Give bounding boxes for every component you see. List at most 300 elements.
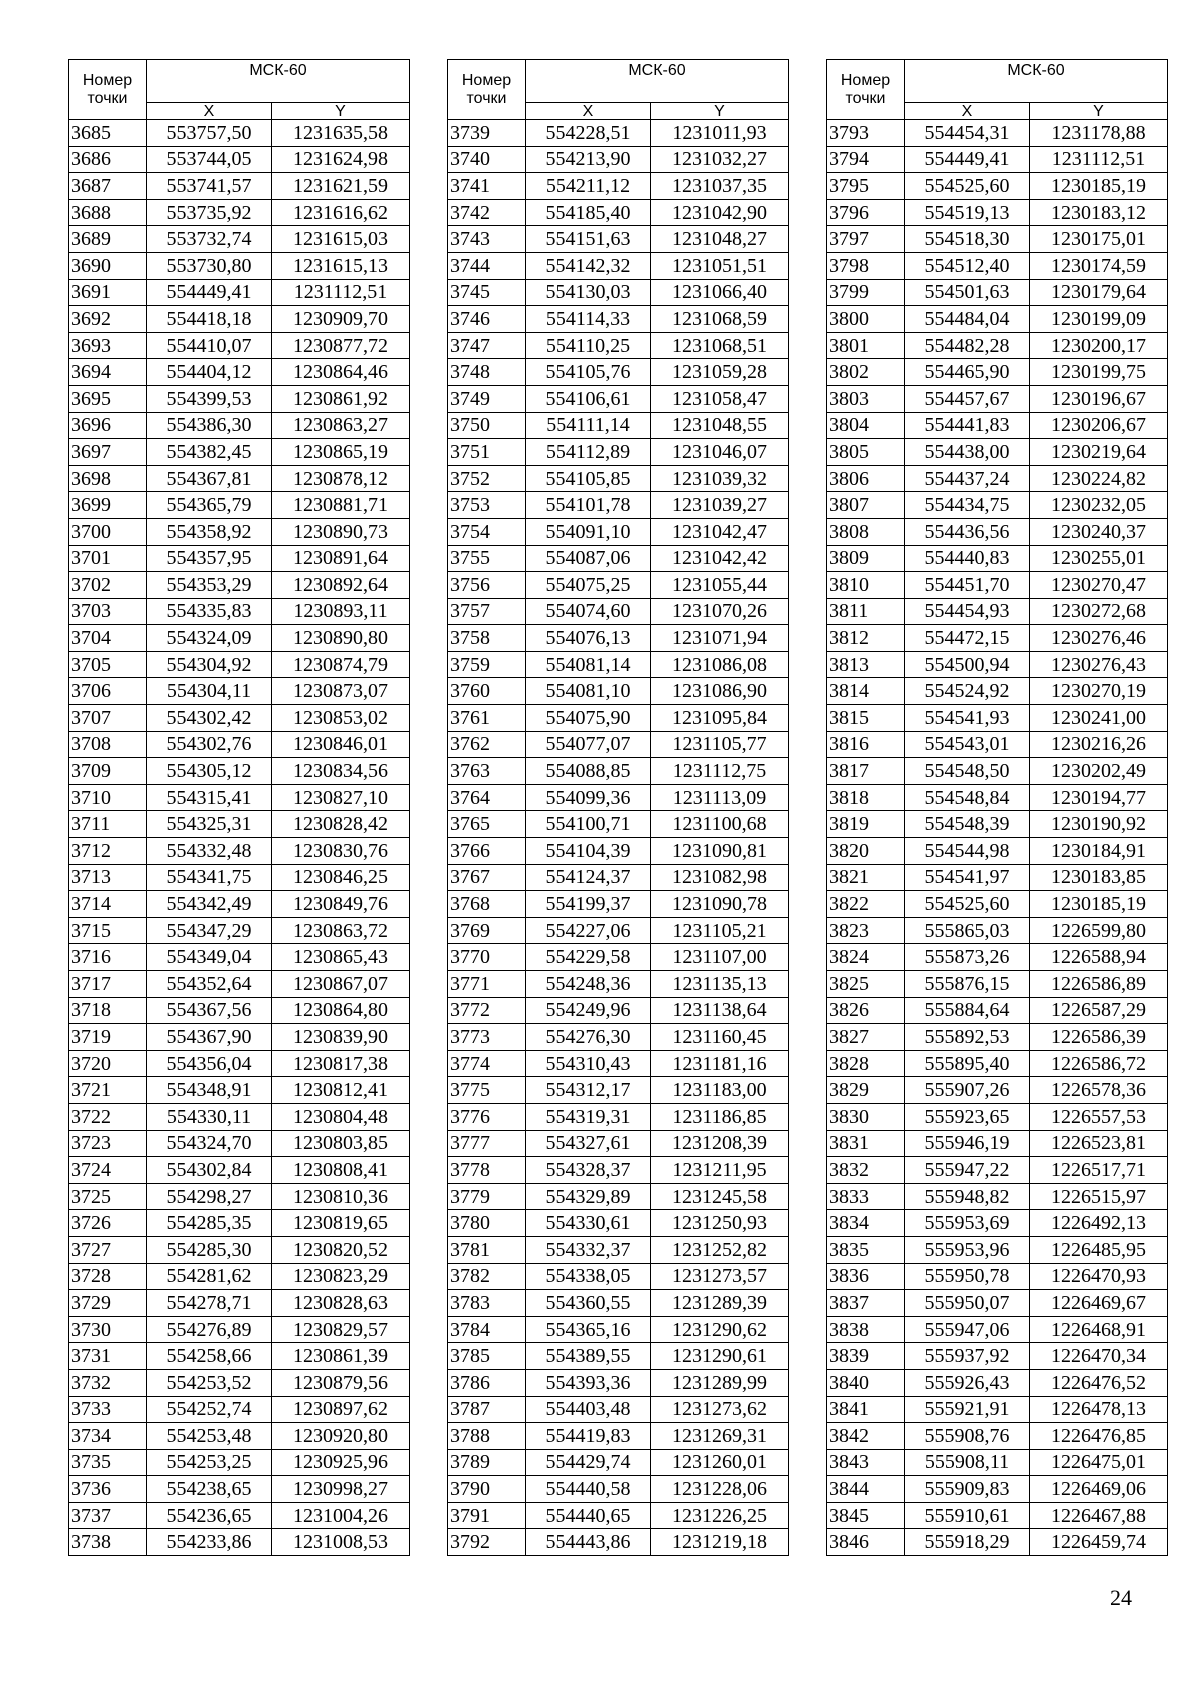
- x-coordinate-cell: 554199,37: [526, 891, 651, 918]
- point-number-cell: 3691: [69, 279, 147, 306]
- y-coordinate-cell: 1231252,82: [651, 1236, 789, 1263]
- table-row: [448, 199, 789, 226]
- y-coordinate-cell: 1231042,90: [651, 199, 789, 226]
- point-number-cell: 3796: [827, 199, 905, 226]
- y-coordinate-cell: 1230183,85: [1030, 864, 1168, 891]
- table-row: [827, 625, 1168, 652]
- x-coordinate-cell: 554393,36: [526, 1369, 651, 1396]
- y-coordinate-cell: 1231059,28: [651, 359, 789, 386]
- point-number-cell: 3726: [69, 1210, 147, 1237]
- table-row: [69, 1423, 410, 1450]
- x-coordinate-cell: 555909,83: [905, 1476, 1030, 1503]
- x-coordinate-cell: 555948,82: [905, 1183, 1030, 1210]
- point-number-cell: 3734: [69, 1423, 147, 1450]
- x-coordinate-cell: 555926,43: [905, 1369, 1030, 1396]
- x-coordinate-cell: 554341,75: [147, 864, 272, 891]
- x-coordinate-cell: 554302,42: [147, 705, 272, 732]
- x-coordinate-cell: 555937,92: [905, 1343, 1030, 1370]
- coord-system-header: МСК-60: [147, 60, 410, 103]
- table-row: [827, 1369, 1168, 1396]
- table-row: [69, 306, 410, 333]
- table-row: [448, 1396, 789, 1423]
- point-number-cell: 3811: [827, 598, 905, 625]
- table-row: [69, 811, 410, 838]
- table-row: [69, 518, 410, 545]
- y-coordinate-cell: 1226485,95: [1030, 1236, 1168, 1263]
- y-coordinate-cell: 1231068,59: [651, 306, 789, 333]
- point-number-cell: 3766: [448, 838, 526, 865]
- point-number-cell: 3735: [69, 1449, 147, 1476]
- x-coordinate-cell: 554482,28: [905, 332, 1030, 359]
- x-coordinate-cell: 555865,03: [905, 917, 1030, 944]
- x-coordinate-cell: 555895,40: [905, 1050, 1030, 1077]
- x-coordinate-cell: 554081,10: [526, 678, 651, 705]
- table-row: [448, 1529, 789, 1556]
- point-number-cell: 3767: [448, 864, 526, 891]
- point-number-cell: 3828: [827, 1050, 905, 1077]
- point-number-cell: 3736: [69, 1476, 147, 1503]
- table-row: [448, 678, 789, 705]
- y-coordinate-cell: 1230827,10: [272, 784, 410, 811]
- y-coordinate-cell: 1231105,77: [651, 731, 789, 758]
- point-number-cell: 3827: [827, 1024, 905, 1051]
- table-row: [69, 1263, 410, 1290]
- y-coordinate-cell: 1226459,74: [1030, 1529, 1168, 1556]
- point-number-cell: 3709: [69, 758, 147, 785]
- table-row: [448, 252, 789, 279]
- y-coordinate-cell: 1231183,00: [651, 1077, 789, 1104]
- point-number-cell: 3711: [69, 811, 147, 838]
- point-number-cell: 3764: [448, 784, 526, 811]
- y-coordinate-cell: 1231273,57: [651, 1263, 789, 1290]
- point-number-cell: 3723: [69, 1130, 147, 1157]
- point-number-header: Номер точки: [827, 60, 905, 120]
- x-coordinate-cell: 554419,83: [526, 1423, 651, 1450]
- y-coordinate-cell: 1226469,06: [1030, 1476, 1168, 1503]
- table-row: [827, 545, 1168, 572]
- y-coordinate-cell: 1231107,00: [651, 944, 789, 971]
- x-coordinate-cell: 554253,52: [147, 1369, 272, 1396]
- point-number-cell: 3724: [69, 1157, 147, 1184]
- point-number-cell: 3760: [448, 678, 526, 705]
- x-coordinate-cell: 554075,90: [526, 705, 651, 732]
- y-coordinate-cell: 1226515,97: [1030, 1183, 1168, 1210]
- table-row: [448, 412, 789, 439]
- point-number-cell: 3782: [448, 1263, 526, 1290]
- y-coordinate-cell: 1231621,59: [272, 173, 410, 200]
- point-number-cell: 3844: [827, 1476, 905, 1503]
- y-coordinate-cell: 1226586,39: [1030, 1024, 1168, 1051]
- table-row: [827, 811, 1168, 838]
- y-header: Y: [1030, 103, 1168, 120]
- y-coordinate-cell: 1226599,80: [1030, 917, 1168, 944]
- x-coordinate-cell: 555950,07: [905, 1290, 1030, 1317]
- y-coordinate-cell: 1231635,58: [272, 120, 410, 147]
- x-coordinate-cell: 554276,89: [147, 1316, 272, 1343]
- x-coordinate-cell: 554315,41: [147, 784, 272, 811]
- point-number-cell: 3841: [827, 1396, 905, 1423]
- x-coordinate-cell: 554360,55: [526, 1290, 651, 1317]
- table-row: [448, 1423, 789, 1450]
- x-coordinate-cell: 555876,15: [905, 971, 1030, 998]
- point-number-cell: 3823: [827, 917, 905, 944]
- point-number-cell: 3686: [69, 146, 147, 173]
- x-coordinate-cell: 554367,81: [147, 465, 272, 492]
- y-coordinate-cell: 1231090,78: [651, 891, 789, 918]
- y-coordinate-cell: 1230270,19: [1030, 678, 1168, 705]
- x-coordinate-cell: 554112,89: [526, 439, 651, 466]
- x-coordinate-cell: 554338,05: [526, 1263, 651, 1290]
- y-coordinate-cell: 1230828,63: [272, 1290, 410, 1317]
- point-number-cell: 3769: [448, 917, 526, 944]
- x-coordinate-cell: 554358,92: [147, 518, 272, 545]
- y-coordinate-cell: 1231086,90: [651, 678, 789, 705]
- y-coordinate-cell: 1231095,84: [651, 705, 789, 732]
- coordinates-table-3: [826, 59, 1168, 1556]
- table-row: [448, 758, 789, 785]
- point-number-cell: 3748: [448, 359, 526, 386]
- y-coordinate-cell: 1230803,85: [272, 1130, 410, 1157]
- point-number-cell: 3818: [827, 784, 905, 811]
- point-number-cell: 3774: [448, 1050, 526, 1077]
- table-row: [448, 385, 789, 412]
- point-number-cell: 3754: [448, 518, 526, 545]
- x-coordinate-cell: 554151,63: [526, 226, 651, 253]
- table-row: [827, 838, 1168, 865]
- table-row: [69, 678, 410, 705]
- table-row: [448, 572, 789, 599]
- x-coordinate-cell: 554548,84: [905, 784, 1030, 811]
- x-coordinate-cell: 554106,61: [526, 385, 651, 412]
- x-coordinate-cell: 554548,39: [905, 811, 1030, 838]
- point-number-cell: 3746: [448, 306, 526, 333]
- x-coordinate-cell: 554105,85: [526, 465, 651, 492]
- y-coordinate-cell: 1230828,42: [272, 811, 410, 838]
- table-row: [827, 1050, 1168, 1077]
- y-coordinate-cell: 1230864,46: [272, 359, 410, 386]
- x-header: X: [526, 103, 651, 120]
- x-coordinate-cell: 554418,18: [147, 306, 272, 333]
- y-coordinate-cell: 1230891,64: [272, 545, 410, 572]
- point-number-cell: 3845: [827, 1502, 905, 1529]
- point-number-cell: 3693: [69, 332, 147, 359]
- y-coordinate-cell: 1231178,88: [1030, 120, 1168, 147]
- point-number-cell: 3740: [448, 146, 526, 173]
- y-coordinate-cell: 1230925,96: [272, 1449, 410, 1476]
- table-row: [448, 465, 789, 492]
- x-coordinate-cell: 554335,83: [147, 598, 272, 625]
- x-coordinate-cell: 554365,79: [147, 492, 272, 519]
- table-row: [69, 944, 410, 971]
- y-coordinate-cell: 1226478,13: [1030, 1396, 1168, 1423]
- x-coordinate-cell: 554324,70: [147, 1130, 272, 1157]
- y-coordinate-cell: 1231208,39: [651, 1130, 789, 1157]
- point-number-header: Номер точки: [448, 60, 526, 120]
- table-row: [69, 1369, 410, 1396]
- x-coordinate-cell: 554228,51: [526, 120, 651, 147]
- point-number-cell: 3797: [827, 226, 905, 253]
- point-number-cell: 3799: [827, 279, 905, 306]
- point-number-cell: 3810: [827, 572, 905, 599]
- table-row: [69, 1024, 410, 1051]
- x-coordinate-cell: 554229,58: [526, 944, 651, 971]
- table-row: [448, 518, 789, 545]
- y-coordinate-cell: 1230863,72: [272, 917, 410, 944]
- y-coordinate-cell: 1230812,41: [272, 1077, 410, 1104]
- table-row: [827, 173, 1168, 200]
- table-row: [448, 997, 789, 1024]
- x-coordinate-cell: 554185,40: [526, 199, 651, 226]
- point-number-cell: 3730: [69, 1316, 147, 1343]
- y-coordinate-cell: 1230834,56: [272, 758, 410, 785]
- table-row: [69, 1396, 410, 1423]
- x-coordinate-cell: 554410,07: [147, 332, 272, 359]
- y-coordinate-cell: 1230865,19: [272, 439, 410, 466]
- table-row: [827, 1476, 1168, 1503]
- point-number-cell: 3834: [827, 1210, 905, 1237]
- point-number-cell: 3689: [69, 226, 147, 253]
- y-coordinate-cell: 1230829,57: [272, 1316, 410, 1343]
- y-coordinate-cell: 1230867,07: [272, 971, 410, 998]
- y-coordinate-cell: 1230272,68: [1030, 598, 1168, 625]
- point-number-cell: 3700: [69, 518, 147, 545]
- y-coordinate-cell: 1230817,38: [272, 1050, 410, 1077]
- point-number-cell: 3786: [448, 1369, 526, 1396]
- point-number-cell: 3731: [69, 1343, 147, 1370]
- table-row: [827, 385, 1168, 412]
- x-coordinate-cell: 554130,03: [526, 279, 651, 306]
- y-coordinate-cell: 1230819,65: [272, 1210, 410, 1237]
- y-coordinate-cell: 1230879,56: [272, 1369, 410, 1396]
- table-row: [827, 917, 1168, 944]
- table-row: [448, 864, 789, 891]
- y-coordinate-cell: 1231082,98: [651, 864, 789, 891]
- x-coordinate-cell: 554252,74: [147, 1396, 272, 1423]
- x-coordinate-cell: 554114,33: [526, 306, 651, 333]
- x-coordinate-cell: 554367,90: [147, 1024, 272, 1051]
- x-coordinate-cell: 554101,78: [526, 492, 651, 519]
- y-coordinate-cell: 1231269,31: [651, 1423, 789, 1450]
- y-coordinate-cell: 1231273,62: [651, 1396, 789, 1423]
- x-coordinate-cell: 555908,11: [905, 1449, 1030, 1476]
- table-row: [69, 439, 410, 466]
- point-number-cell: 3840: [827, 1369, 905, 1396]
- x-coordinate-cell: 554548,50: [905, 758, 1030, 785]
- table-row: [69, 332, 410, 359]
- x-coordinate-cell: 554525,60: [905, 173, 1030, 200]
- table-row: [827, 598, 1168, 625]
- x-coordinate-cell: 553732,74: [147, 226, 272, 253]
- table-row: [827, 492, 1168, 519]
- y-coordinate-cell: 1231112,51: [272, 279, 410, 306]
- table-row: [827, 758, 1168, 785]
- y-coordinate-cell: 1226468,91: [1030, 1316, 1168, 1343]
- x-coordinate-cell: 554077,07: [526, 731, 651, 758]
- y-coordinate-cell: 1226586,72: [1030, 1050, 1168, 1077]
- point-number-cell: 3718: [69, 997, 147, 1024]
- point-number-cell: 3737: [69, 1502, 147, 1529]
- y-coordinate-cell: 1230804,48: [272, 1103, 410, 1130]
- point-number-cell: 3789: [448, 1449, 526, 1476]
- table-row: [448, 1183, 789, 1210]
- x-coordinate-cell: 554449,41: [147, 279, 272, 306]
- x-coordinate-cell: 554304,11: [147, 678, 272, 705]
- y-coordinate-cell: 1230909,70: [272, 306, 410, 333]
- y-coordinate-cell: 1231068,51: [651, 332, 789, 359]
- point-number-cell: 3780: [448, 1210, 526, 1237]
- y-coordinate-cell: 1231086,08: [651, 651, 789, 678]
- point-number-cell: 3707: [69, 705, 147, 732]
- table-row: [448, 705, 789, 732]
- y-coordinate-cell: 1231219,18: [651, 1529, 789, 1556]
- x-coordinate-cell: 554544,98: [905, 838, 1030, 865]
- x-coordinate-cell: 555953,69: [905, 1210, 1030, 1237]
- y-coordinate-cell: 1231046,07: [651, 439, 789, 466]
- table-row: [827, 120, 1168, 147]
- y-coordinate-cell: 1230194,77: [1030, 784, 1168, 811]
- y-coordinate-cell: 1230849,76: [272, 891, 410, 918]
- table-row: [448, 1236, 789, 1263]
- point-number-cell: 3813: [827, 651, 905, 678]
- y-coordinate-cell: 1231055,44: [651, 572, 789, 599]
- table-row: [69, 864, 410, 891]
- point-number-cell: 3761: [448, 705, 526, 732]
- point-number-cell: 3771: [448, 971, 526, 998]
- point-number-cell: 3772: [448, 997, 526, 1024]
- point-number-cell: 3719: [69, 1024, 147, 1051]
- table-row: [69, 1050, 410, 1077]
- point-number-cell: 3770: [448, 944, 526, 971]
- table-row: [69, 412, 410, 439]
- table-row: [69, 1210, 410, 1237]
- point-number-cell: 3750: [448, 412, 526, 439]
- table-row: [69, 252, 410, 279]
- coord-system-header: МСК-60: [526, 60, 789, 103]
- y-coordinate-cell: 1230863,27: [272, 412, 410, 439]
- x-coordinate-cell: 554258,66: [147, 1343, 272, 1370]
- point-number-cell: 3802: [827, 359, 905, 386]
- point-number-cell: 3798: [827, 252, 905, 279]
- point-number-cell: 3839: [827, 1343, 905, 1370]
- point-number-cell: 3702: [69, 572, 147, 599]
- point-number-cell: 3826: [827, 997, 905, 1024]
- point-number-cell: 3785: [448, 1343, 526, 1370]
- point-number-cell: 3829: [827, 1077, 905, 1104]
- x-coordinate-cell: 555950,78: [905, 1263, 1030, 1290]
- x-header: X: [905, 103, 1030, 120]
- x-coordinate-cell: 554330,61: [526, 1210, 651, 1237]
- point-number-cell: 3729: [69, 1290, 147, 1317]
- y-coordinate-cell: 1226476,52: [1030, 1369, 1168, 1396]
- y-coordinate-cell: 1230998,27: [272, 1476, 410, 1503]
- table-row: [827, 891, 1168, 918]
- table-row: [448, 1130, 789, 1157]
- x-coordinate-cell: 554302,84: [147, 1157, 272, 1184]
- x-coordinate-cell: 554233,86: [147, 1529, 272, 1556]
- x-coordinate-cell: 554443,86: [526, 1529, 651, 1556]
- table-row: [69, 705, 410, 732]
- table-row: [827, 572, 1168, 599]
- point-number-cell: 3744: [448, 252, 526, 279]
- x-coordinate-cell: 553741,57: [147, 173, 272, 200]
- x-coordinate-cell: 554365,16: [526, 1316, 651, 1343]
- y-coordinate-cell: 1231090,81: [651, 838, 789, 865]
- table-row: [69, 545, 410, 572]
- x-coordinate-cell: 555884,64: [905, 997, 1030, 1024]
- y-header: Y: [651, 103, 789, 120]
- y-coordinate-cell: 1226586,89: [1030, 971, 1168, 998]
- y-coordinate-cell: 1231113,09: [651, 784, 789, 811]
- x-coordinate-cell: 554249,96: [526, 997, 651, 1024]
- y-coordinate-cell: 1226475,01: [1030, 1449, 1168, 1476]
- y-coordinate-cell: 1230174,59: [1030, 252, 1168, 279]
- y-coordinate-cell: 1231250,93: [651, 1210, 789, 1237]
- y-coordinate-cell: 1226492,13: [1030, 1210, 1168, 1237]
- y-coordinate-cell: 1231260,01: [651, 1449, 789, 1476]
- y-coordinate-cell: 1230830,76: [272, 838, 410, 865]
- x-coordinate-cell: 554074,60: [526, 598, 651, 625]
- x-coordinate-cell: 554276,30: [526, 1024, 651, 1051]
- point-number-cell: 3727: [69, 1236, 147, 1263]
- point-number-cell: 3751: [448, 439, 526, 466]
- y-coordinate-cell: 1231228,06: [651, 1476, 789, 1503]
- x-coordinate-cell: 555947,22: [905, 1157, 1030, 1184]
- table-row: [827, 1183, 1168, 1210]
- x-coordinate-cell: 554440,83: [905, 545, 1030, 572]
- point-number-cell: 3690: [69, 252, 147, 279]
- y-coordinate-cell: 1230846,01: [272, 731, 410, 758]
- table-row: [448, 332, 789, 359]
- table-row: [827, 518, 1168, 545]
- point-number-cell: 3808: [827, 518, 905, 545]
- table-row: [827, 864, 1168, 891]
- x-coordinate-cell: 554329,89: [526, 1183, 651, 1210]
- point-number-cell: 3739: [448, 120, 526, 147]
- table-row: [448, 784, 789, 811]
- point-number-cell: 3756: [448, 572, 526, 599]
- x-coordinate-cell: 554518,30: [905, 226, 1030, 253]
- table-row: [827, 1316, 1168, 1343]
- y-coordinate-cell: 1230823,29: [272, 1263, 410, 1290]
- point-number-cell: 3803: [827, 385, 905, 412]
- coord-system-header: МСК-60: [905, 60, 1168, 103]
- point-number-cell: 3717: [69, 971, 147, 998]
- table-row: [827, 1423, 1168, 1450]
- table-row: [69, 1316, 410, 1343]
- table-row: [69, 572, 410, 599]
- y-coordinate-cell: 1231290,61: [651, 1343, 789, 1370]
- coordinates-table-2: [447, 59, 789, 1556]
- table-row: [827, 1103, 1168, 1130]
- point-number-cell: 3835: [827, 1236, 905, 1263]
- point-number-cell: 3822: [827, 891, 905, 918]
- point-number-cell: 3688: [69, 199, 147, 226]
- x-coordinate-cell: 554465,90: [905, 359, 1030, 386]
- table-row: [69, 1343, 410, 1370]
- table-row: [827, 731, 1168, 758]
- x-coordinate-cell: 554302,76: [147, 731, 272, 758]
- point-number-cell: 3812: [827, 625, 905, 652]
- table-row: [448, 1502, 789, 1529]
- point-number-cell: 3830: [827, 1103, 905, 1130]
- point-number-cell: 3814: [827, 678, 905, 705]
- x-coordinate-cell: 554451,70: [905, 572, 1030, 599]
- table-row: [448, 1157, 789, 1184]
- table-row: [448, 492, 789, 519]
- x-coordinate-cell: 554124,37: [526, 864, 651, 891]
- table-row: [827, 784, 1168, 811]
- table-row: [69, 1130, 410, 1157]
